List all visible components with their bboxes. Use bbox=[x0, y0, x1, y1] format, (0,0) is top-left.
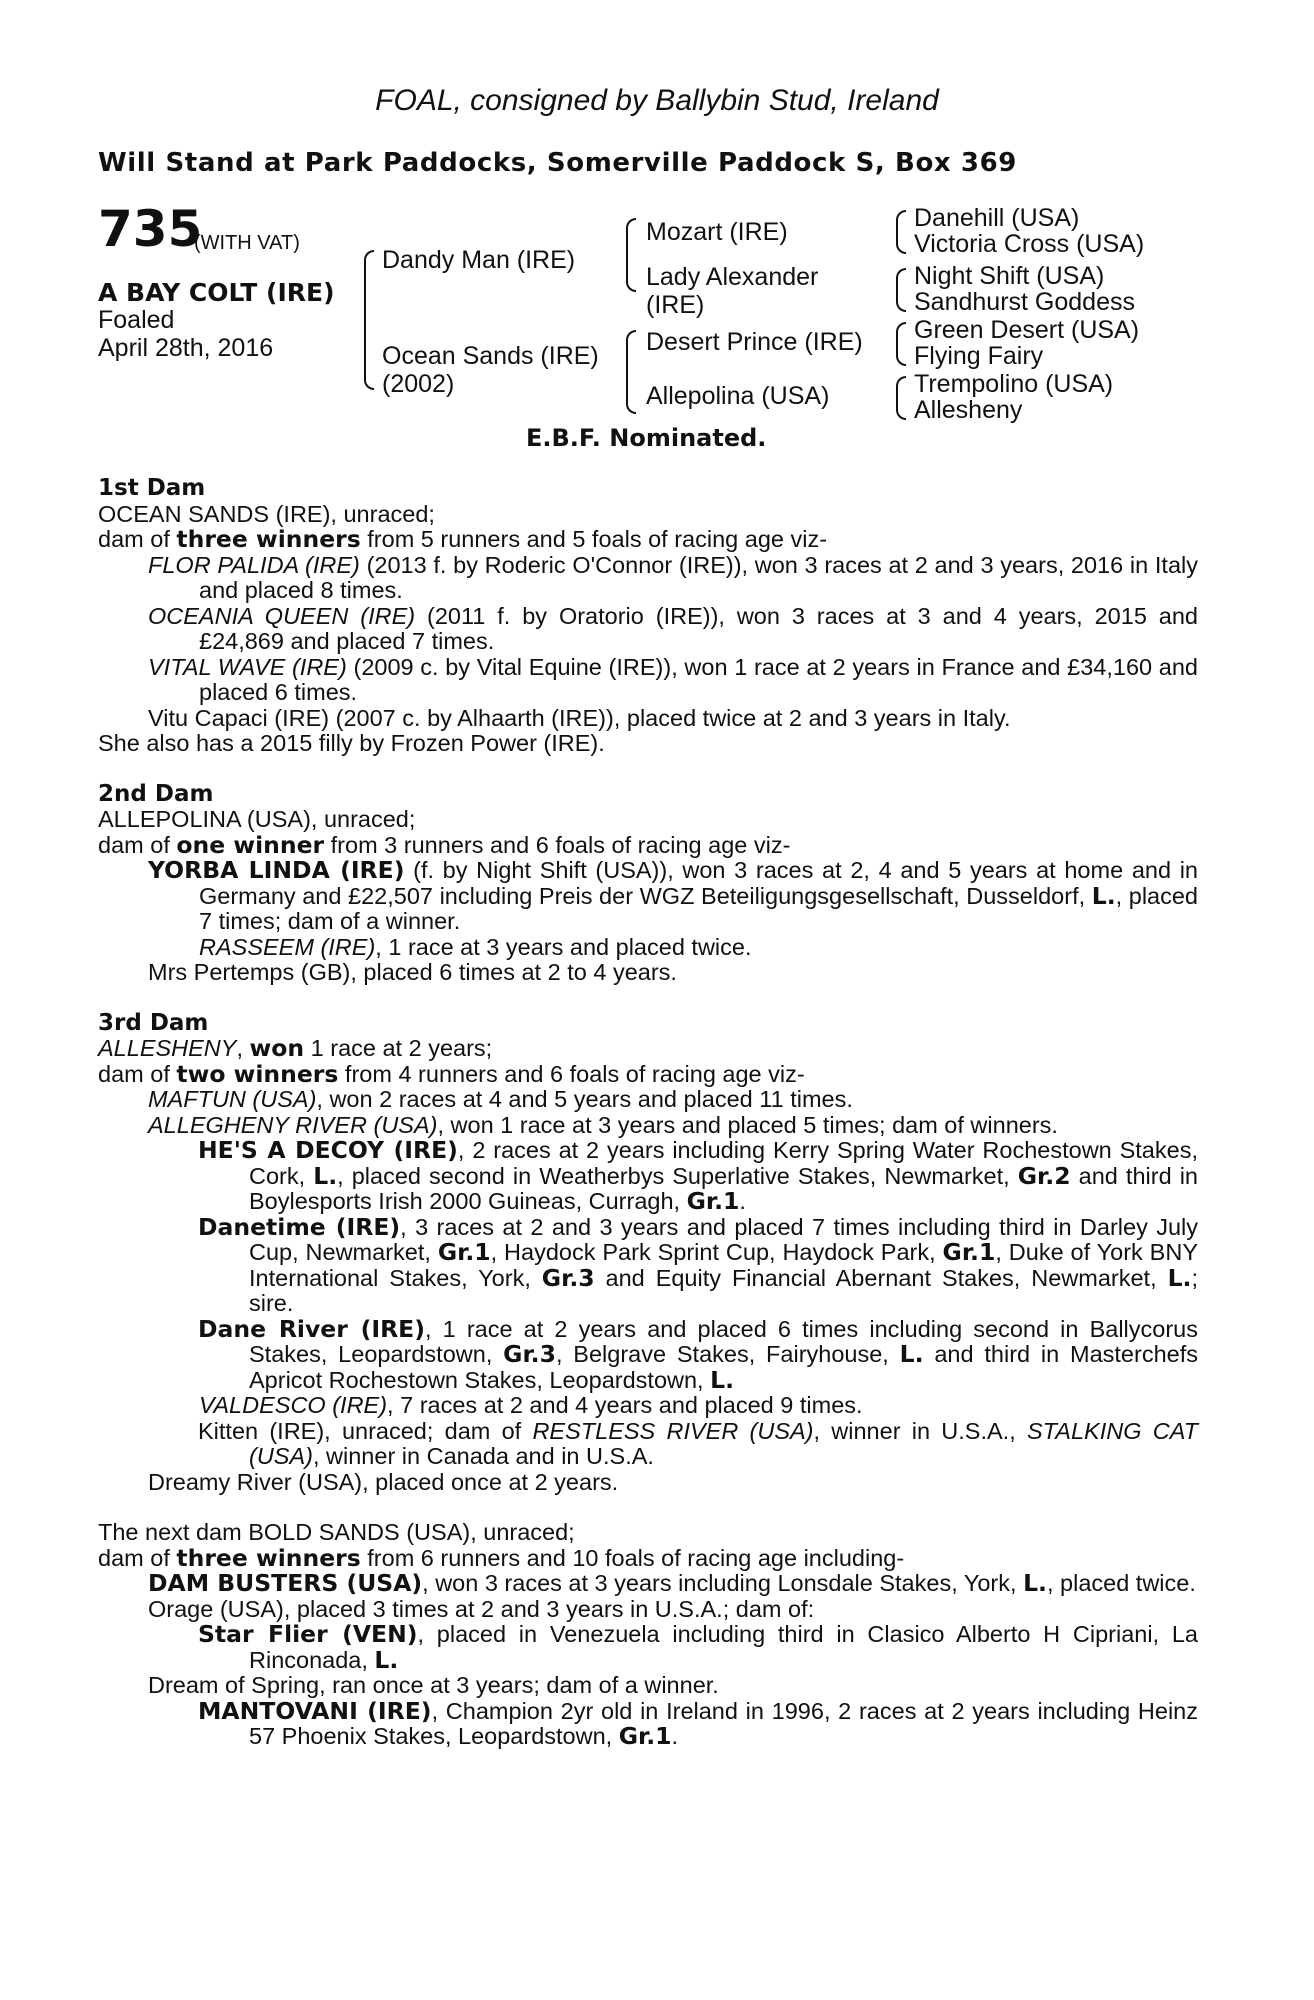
pedigree-g2: Victoria Cross (USA) bbox=[914, 230, 1145, 258]
grandchild-entry: Star Flier (VEN), placed in Venezuela including third in Clasico Alberto H Cipriani, La Rinconada, L. bbox=[198, 1620, 1198, 1674]
pedigree-sire-dam: Lady Alexander bbox=[646, 263, 819, 291]
pedigree-brace-g4 bbox=[896, 376, 906, 420]
produce-entry: YORBA LINDA (IRE) (f. by Night Shift (USA)), won 3 races at 2, 4 and 5 years at home and in Germany and £22,507 including Preis der WGZ Beteiligungsgesellschaft, Dusseldorf, L., placed 7 times; dam of a winner. bbox=[148, 856, 1198, 934]
produce-entry: Orage (USA), placed 3 times at 2 and 3 years in U.S.A.; dam of: bbox=[148, 1595, 815, 1622]
produce-entry: RASSEEM (IRE), 1 race at 3 years and placed twice. bbox=[199, 933, 752, 960]
pedigree-brace-g2 bbox=[896, 268, 906, 312]
first-dam-line: OCEAN SANDS (IRE), unraced; bbox=[98, 500, 435, 527]
produce-entry: Dream of Spring, ran once at 3 years; dam of a winner. bbox=[148, 1672, 719, 1698]
pedigree-g4: Sandhurst Goddess bbox=[914, 288, 1135, 316]
produce-entry: VITAL WAVE (IRE) (2009 c. by Vital Equine (IRE)), won 1 race at 2 years in France and £34,160 and placed 6 times. bbox=[148, 653, 1199, 705]
lot-number: 735 bbox=[98, 200, 203, 258]
first-dam-produce-summary: dam of three winners from 5 runners and 5 foals of racing age viz- bbox=[98, 525, 828, 553]
third-dam-heading: 3rd Dam bbox=[98, 1009, 209, 1036]
pedigree-dam-year: (2002) bbox=[382, 370, 455, 398]
produce-entry: Vitu Capaci (IRE) (2007 c. by Alhaarth (IRE)), placed twice at 2 and 3 years in Italy. bbox=[148, 704, 1011, 731]
pedigree-g6: Flying Fairy bbox=[914, 342, 1044, 370]
pedigree-g1: Danehill (USA) bbox=[914, 204, 1080, 232]
stand-location: Will Stand at Park Paddocks, Somerville Paddock S, Box 369 bbox=[98, 148, 1018, 178]
grandchild-entry: Danetime (IRE), 3 races at 2 and 3 years and placed 7 times including third in Darley July Cup, Newmarket, Gr.1, Haydock Park Sprint Cup, Haydock Park, Gr.1, Duke of York BNY International Stakes, York, Gr.3 and Equity Financial Abernant Stakes, Newmarket, L.; sire. bbox=[198, 1212, 1198, 1316]
next-dam-line: The next dam BOLD SANDS (USA), unraced; bbox=[98, 1519, 575, 1545]
pedigree-g3: Night Shift (USA) bbox=[914, 262, 1105, 290]
pedigree-brace-dam bbox=[626, 330, 636, 414]
vat-note: (WITH VAT) bbox=[194, 232, 300, 254]
catalogue-header: FOAL, consigned by Ballybin Stud, Ireland bbox=[375, 84, 939, 117]
produce-entry: FLOR PALIDA (IRE) (2013 f. by Roderic O'Connor (IRE)), won 3 races at 2 and 3 years, 2016 in Italy and placed 8 times. bbox=[148, 551, 1198, 603]
third-dam-line: ALLESHENY, won 1 race at 2 years; bbox=[98, 1034, 493, 1062]
produce-entry: MAFTUN (USA), won 2 races at 4 and 5 years and placed 11 times. bbox=[148, 1086, 853, 1112]
grandchild-entry: Kitten (IRE), unraced; dam of RESTLESS RIVER (USA), winner in U.S.A., STALKING CAT (USA), winner in Canada and in U.S.A. bbox=[198, 1417, 1198, 1469]
produce-entry: Mrs Pertemps (GB), placed 6 times at 2 to 4 years. bbox=[148, 959, 677, 985]
produce-entry: DAM BUSTERS (USA), won 3 races at 3 years including Lonsdale Stakes, York, L., placed twice. bbox=[148, 1569, 1196, 1597]
pedigree-dam: Ocean Sands (IRE) bbox=[382, 342, 599, 370]
second-dam-heading: 2nd Dam bbox=[98, 780, 214, 807]
grandchild-entry: VALDESCO (IRE), 7 races at 2 and 4 years and placed 9 times. bbox=[199, 1392, 863, 1418]
grandchild-entry: HE'S A DECOY (IRE), 2 races at 2 years including Kerry Spring Water Rochestown Stakes, Cork, L., placed second in Weatherbys Superlative Stakes, Newmarket, Gr.2 and third in Boylesports Irish 2000 Guineas, Curragh, Gr.1. bbox=[198, 1136, 1198, 1215]
pedigree-dam-dam: Allepolina (USA) bbox=[646, 382, 830, 410]
pedigree-sire-dam-country: (IRE) bbox=[646, 291, 705, 319]
pedigree-g7: Trempolino (USA) bbox=[914, 370, 1114, 398]
third-dam-produce-summary: dam of two winners from 4 runners and 6 foals of racing age viz- bbox=[98, 1059, 805, 1088]
pedigree-brace-sire bbox=[626, 218, 636, 292]
first-dam-heading: 1st Dam bbox=[98, 475, 206, 501]
grandchild-entry: MANTOVANI (IRE), Champion 2yr old in Ireland in 1996, 2 races at 2 years including Heinz 57 Phoenix Stakes, Leopardstown, Gr.1. bbox=[198, 1696, 1198, 1750]
pedigree-brace-g1 bbox=[896, 210, 906, 254]
foaled-label: Foaled bbox=[98, 306, 175, 334]
second-dam-line: ALLEPOLINA (USA), unraced; bbox=[98, 806, 416, 832]
next-dam-produce-summary: dam of three winners from 6 runners and 10 foals of racing age including- bbox=[98, 1543, 905, 1572]
ebf-nominated: E.B.F. Nominated. bbox=[526, 424, 767, 452]
pedigree-dam-sire: Desert Prince (IRE) bbox=[646, 328, 863, 356]
pedigree-brace-parents bbox=[364, 250, 374, 390]
second-dam-produce-summary: dam of one winner from 3 runners and 6 foals of racing age viz- bbox=[98, 830, 791, 859]
pedigree-sire: Dandy Man (IRE) bbox=[382, 246, 576, 274]
grandchild-entry: Dane River (IRE), 1 race at 2 years and placed 6 times including second in Ballycorus Stakes, Leopardstown, Gr.3, Belgrave Stakes, Fairyhouse, L. and third in Masterchefs Apricot Rochestown Stakes, Leopardstown, L. bbox=[198, 1314, 1198, 1394]
produce-entry: OCEANIA QUEEN (IRE) (2011 f. by Oratorio (IRE)), won 3 races at 3 and 4 years, 2015 and £24,869 and placed 7 times. bbox=[148, 602, 1198, 654]
lot-description: A BAY COLT (IRE) bbox=[98, 278, 335, 307]
foaled-date: April 28th, 2016 bbox=[98, 334, 274, 362]
produce-entry: ALLEGHENY RIVER (USA), won 1 race at 3 years and placed 5 times; dam of winners. bbox=[148, 1111, 1058, 1138]
produce-entry: Dreamy River (USA), placed once at 2 years. bbox=[148, 1468, 619, 1495]
pedigree-g5: Green Desert (USA) bbox=[914, 316, 1140, 344]
first-dam-note: She also has a 2015 filly by Frozen Power (IRE). bbox=[98, 730, 605, 756]
pedigree-sire-sire: Mozart (IRE) bbox=[646, 218, 788, 246]
catalogue-body bbox=[98, 476, 1198, 1750]
pedigree-g8: Allesheny bbox=[914, 396, 1023, 424]
pedigree-brace-g3 bbox=[896, 322, 906, 366]
